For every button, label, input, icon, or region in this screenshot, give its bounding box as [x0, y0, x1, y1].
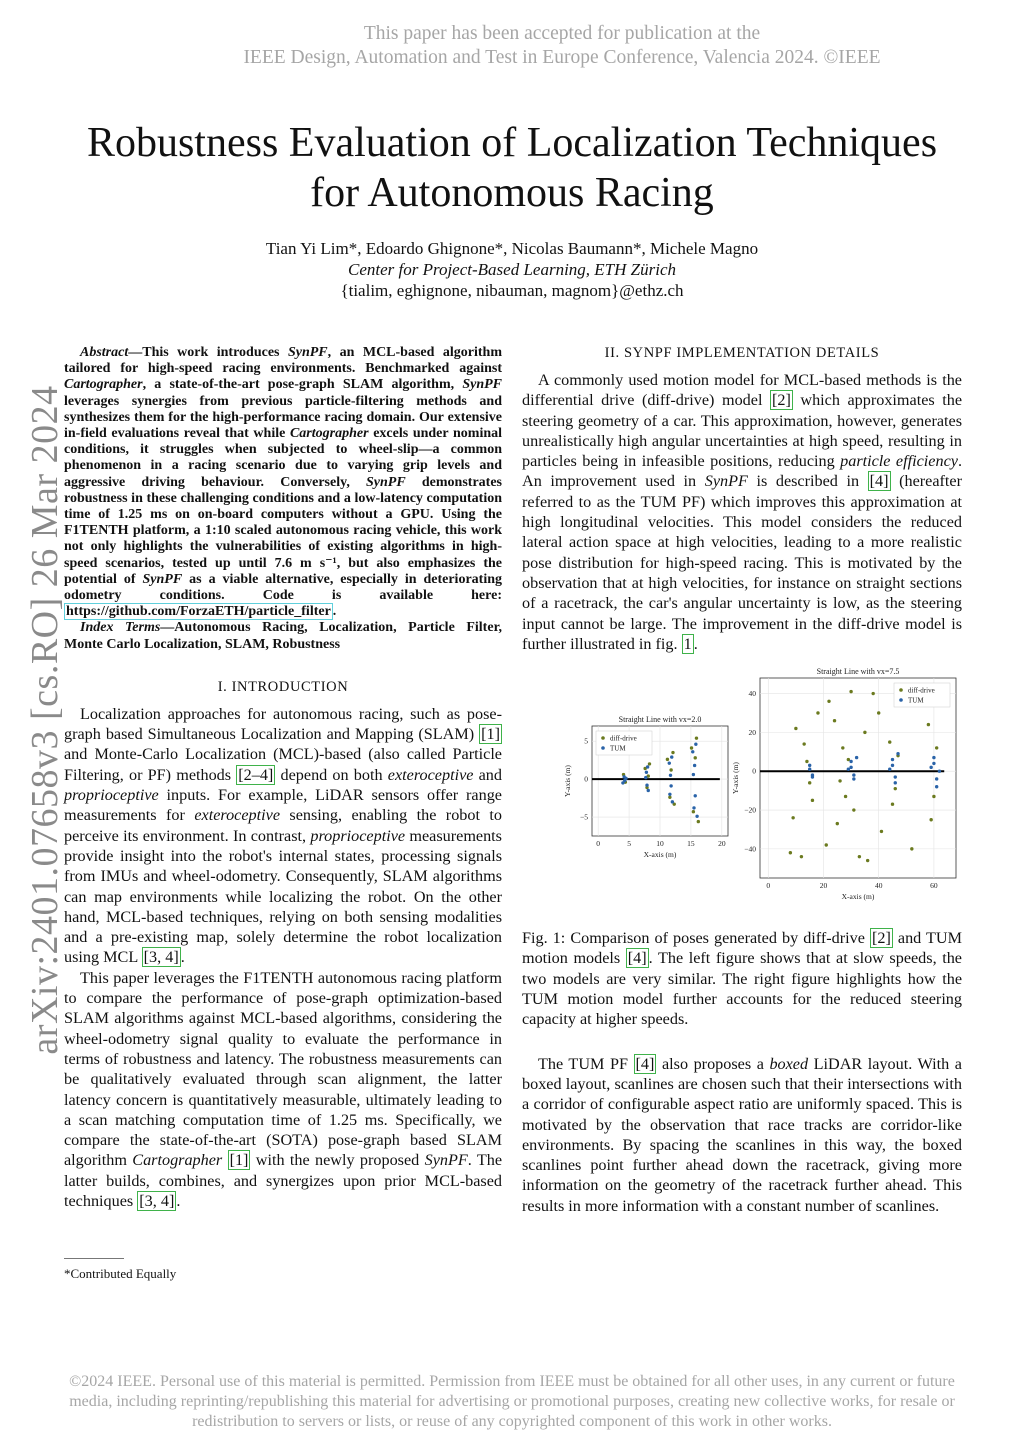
section-2-body-continued [522, 1054, 962, 1216]
plot-frame [760, 678, 956, 878]
acceptance-notice-line-1: This paper has been accepted for publication at the [363, 23, 761, 44]
figure-1-plots [522, 666, 962, 914]
x-tick-label: 15 [687, 839, 695, 849]
diff-drive-point [894, 787, 897, 790]
x-axis-label: X-axis (m) [841, 892, 875, 902]
tum-point [894, 775, 897, 778]
tum-point [852, 777, 855, 780]
diff-drive-point [791, 816, 794, 819]
diff-drive-point [910, 847, 913, 850]
diff-drive-point [666, 758, 669, 761]
diff-drive-point [690, 746, 693, 749]
y-tick-label: 0 [584, 774, 588, 784]
diff-drive-point [891, 803, 894, 806]
tum-point [669, 784, 672, 787]
diff-drive-point [841, 746, 844, 749]
acceptance-notice [0, 22, 1024, 70]
tum-point [891, 764, 894, 767]
acceptance-notice-line-2: IEEE Design, Automation and Test in Europe Conference, Valencia 2024. ©IEEE [243, 47, 881, 68]
copyright-line-3: redistribution to servers or lists, or reuse of any copyrighted component of this work in other works. [192, 1413, 832, 1430]
tum-point [670, 756, 673, 759]
tum-point [852, 774, 855, 777]
x-tick-label: 10 [656, 839, 664, 849]
diff-drive-point [833, 719, 836, 722]
section-2-paragraph-1 [522, 370, 962, 654]
s2-particle-efficiency: particle efficiency [840, 452, 958, 471]
citation-link[interactable]: [1] [229, 1151, 249, 1170]
index-terms-label: Index Terms [80, 620, 161, 636]
intro-p1-a: Localization approaches for autonomous racing, such as pose-graph based Simultaneous Localization and Mapping (SLAM) [64, 704, 502, 744]
author-names: Tian Yi Lim*, Edoardo Ghignone*, Nicolas Baumann*, Michele Magno [265, 239, 759, 258]
diff-drive-point [866, 859, 869, 862]
diff-drive-point [695, 737, 698, 740]
y-tick-label: 5 [584, 736, 588, 746]
abstract-synpf-3: SynPF [366, 474, 406, 490]
caption-c: . The left figure shows that at slow speeds, the two models are very similar. The right figure highlights how the TUM motion model further accounts for the reduced steering capacity at higher speeds. [522, 949, 962, 1029]
s2-p1-d: is described in [747, 472, 868, 491]
diff-drive-point [827, 700, 830, 703]
diff-drive-point [858, 855, 861, 858]
copyright-notice [10, 1372, 1014, 1432]
diff-drive-point [888, 741, 891, 744]
intro-p1-g: measurements provide insight into the robot's internal states, processing signals from IMUs and wheel-odometry. Consequently, SLAM algorithms can map environments while localizing the robot. On the other hand, MCL-based techniques, relying on both sensing modalities and a pre-existing map, solely determine the robot localization using MCL [64, 826, 502, 967]
tum-point [671, 800, 674, 803]
tum-point [646, 765, 649, 768]
intro-proprioceptive-2: proprioceptive [310, 826, 406, 845]
intro-p2-a: This paper leverages the F1TENTH autonomous racing platform to compare the performance of pose-graph optimization-based SLAM algorithms against MCL-based algorithms, considering the wheel-odometry signal quality to evaluate the performance in terms of robustness and latency. The robustness measurements can be qualitatively evaluated through scan alignment, the latter latency concern is quantitatively measurable, ultimately leading to a scan matching computation time of 1.25 ms. Specifically, we compare the state-of-the-art (SOTA) pose-graph based SLAM algorithm [64, 968, 502, 1170]
diff-drive-point [811, 799, 814, 802]
tum-point [692, 773, 695, 776]
abstract-text-2: , an MCL-based algorithm tailored for high-speed racing environments. Benchmarked against [64, 345, 502, 377]
tum-point [668, 762, 671, 765]
plot-title: Straight Line with vx=2.0 [618, 715, 702, 725]
intro-p1-f: sensing, enabling the robot to perceive its environment. In contrast, [64, 806, 502, 845]
legend-marker [899, 688, 903, 692]
s2-p1-b: which approximates the steering geometry of a car. This approximation, however, generates unrealistically high angular uncertainties at high speed, resulting in particles being in infeasible positions, reducing [522, 391, 963, 471]
diff-drive-point [816, 711, 819, 714]
x-tick-label: 20 [819, 881, 828, 891]
footnote-rule [64, 1258, 124, 1259]
diff-drive-point [871, 692, 874, 695]
title-line-1: Robustness Evaluation of Localization Techniques [86, 120, 938, 166]
diff-drive-point [648, 762, 651, 765]
tum-point [695, 815, 698, 818]
intro-paragraph-1 [64, 704, 502, 968]
legend-marker [601, 736, 605, 740]
abstract-synpf-2: SynPF [462, 377, 502, 393]
abstract-cartographer-2: Cartographer [289, 426, 369, 442]
copyright-line-1: ©2024 IEEE. Personal use of this material is permitted. Permission from IEEE must be obtained for all other uses, in any current or future [69, 1373, 955, 1390]
citation-link[interactable]: [4] [869, 472, 889, 491]
figure-reference-link[interactable]: 1 [683, 634, 692, 653]
scatter-plot-2 [731, 667, 956, 901]
x-tick-label: 60 [930, 881, 938, 891]
diff-drive-point [669, 768, 672, 771]
x-tick-label: 0 [596, 839, 601, 849]
caption-b: and TUM motion models [522, 929, 962, 968]
tum-point [808, 768, 811, 771]
tum-point [849, 760, 852, 763]
left-column [64, 345, 502, 1211]
abstract-cartographer-1: Cartographer [64, 377, 143, 393]
author-affiliation: Center for Project-Based Learning, ETH Zürich [347, 260, 676, 279]
author-emails: {tialim, eghignone, nibauman, magnom}@ethz.ch [340, 281, 684, 300]
figure-1 [522, 666, 962, 914]
y-tick-label: −20 [744, 805, 756, 815]
diff-drive-point [932, 795, 935, 798]
citation-link[interactable]: [3, 4] [139, 1191, 175, 1210]
diff-drive-point [668, 796, 671, 799]
intro-p1-c: depend on both [275, 765, 388, 784]
tum-point [932, 756, 935, 759]
diff-drive-point [794, 727, 797, 730]
tum-point [932, 762, 935, 765]
tum-point [808, 764, 811, 767]
section-2-body [522, 370, 962, 654]
tum-point [938, 770, 941, 773]
s2-boxed: boxed [769, 1054, 809, 1073]
intro-heading: I. INTRODUCTION [217, 678, 349, 695]
intro-p1-b: and Monte-Carlo Localization (MCL)-based (also called Particle Filtering, or PF) methods [64, 745, 502, 784]
code-repository-link[interactable]: https://github.com/ForzaETH/particle_filter [66, 604, 331, 620]
diff-drive-point [692, 810, 695, 813]
diff-drive-point [805, 760, 808, 763]
diff-drive-point [800, 855, 803, 858]
legend-label: TUM [610, 744, 626, 753]
legend-label: TUM [908, 696, 924, 705]
scatter-plot-1 [563, 715, 728, 859]
section-2-paragraph-2 [522, 1054, 962, 1216]
abstract-text-7: as a viable alternative, especially in deteriorating odometry conditions. Code is available here: [64, 571, 502, 604]
intro-synpf: SynPF [424, 1151, 468, 1170]
abstract-label: Abstract [80, 345, 129, 360]
x-tick-label: 20 [718, 839, 726, 849]
x-axis-label: X-axis (m) [643, 850, 677, 860]
intro-p2-c: . The latter builds, combines, and synergizes upon prior MCL-based techniques [64, 1151, 503, 1210]
tum-point [694, 743, 697, 746]
diff-drive-point [808, 781, 811, 784]
tum-point [894, 781, 897, 784]
arxiv-sidebar [0, 0, 66, 1448]
diff-drive-point [844, 795, 847, 798]
abstract-synpf-1: SynPF [287, 345, 328, 360]
author-block [0, 238, 1024, 301]
index-terms-text: —Autonomous Racing, Localization, Particle Filter, Monte Carlo Localization, SLAM, Robustness [64, 620, 502, 652]
y-tick-label: −5 [580, 812, 588, 822]
tum-point [694, 794, 697, 797]
s2-p1-c: . An improvement used in [522, 452, 962, 491]
tum-point [644, 776, 647, 779]
intro-exteroceptive-1: exteroceptive [387, 765, 474, 784]
tum-point [645, 784, 648, 787]
diff-drive-point [927, 723, 930, 726]
tum-point [847, 768, 850, 771]
legend-label: diff-drive [610, 734, 637, 743]
arxiv-identifier: arXiv:2401.07658v3 [cs.RO] 26 Mar 2024 [24, 385, 66, 1055]
citation-link[interactable]: [1] [481, 725, 500, 744]
y-tick-label: 20 [748, 728, 756, 738]
tum-point [624, 777, 627, 780]
x-tick-label: 40 [874, 881, 883, 891]
tum-point [896, 752, 899, 755]
abstract-end: . [332, 604, 337, 620]
s2-p2-a: The TUM PF [538, 1054, 634, 1073]
y-tick-label: 0 [752, 766, 756, 776]
diff-drive-point [880, 830, 883, 833]
diff-drive-point [836, 822, 839, 825]
intro-p1-d: and [473, 765, 502, 784]
diff-drive-point [852, 808, 855, 811]
abstract-text-4: leverages synergies from previous particle-filtering methods and synthesizes them for the high-performance racing domain. Our extensive in-field evaluations reveal that while [64, 393, 502, 442]
intro-cartographer: Cartographer [132, 1151, 223, 1170]
abstract-synpf-4: SynPF [142, 571, 183, 587]
tum-point [647, 789, 650, 792]
diff-drive-point [671, 751, 674, 754]
y-tick-label: −40 [744, 844, 756, 854]
intro-p2-d: . [176, 1191, 181, 1210]
citation-link[interactable]: [3, 4] [143, 948, 179, 967]
right-column [522, 345, 962, 1216]
y-axis-label: Y-axis (m) [731, 762, 740, 795]
tum-point [849, 766, 852, 769]
tum-point [929, 766, 932, 769]
tum-point [935, 785, 938, 788]
citation-link[interactable]: [4] [635, 1054, 655, 1073]
index-terms [64, 620, 502, 652]
tum-point [691, 750, 694, 753]
diff-drive-point [825, 843, 828, 846]
s2-p1-f: . [693, 634, 698, 653]
s2-p2-b: also proposes a [656, 1054, 770, 1073]
citation-link[interactable]: [2] [871, 929, 891, 948]
abstract-text-5: excels under nominal conditions, it struggles when subjected to wheel-slip—a common phenomenon in a racing scenario due to varying grip levels and aggressive driving behaviour. Conversely, [64, 426, 503, 490]
diff-drive-point [789, 851, 792, 854]
legend-marker [601, 746, 605, 750]
abstract-dash: — [128, 345, 143, 360]
x-tick-label: 5 [627, 839, 631, 849]
diff-drive-point [863, 731, 866, 734]
intro-p1-h: . [180, 948, 185, 967]
tum-point [888, 768, 891, 771]
tum-point [693, 764, 696, 767]
figure-1-caption [522, 928, 962, 1029]
diff-drive-point [929, 818, 932, 821]
diff-drive-point [802, 742, 805, 745]
tum-point [891, 758, 894, 761]
abstract-paragraph [64, 345, 502, 620]
s2-p1-a: A commonly used motion model for MCL-based methods is the differential drive (diff-drive) model [522, 371, 962, 410]
intro-paragraph-2 [64, 968, 502, 1212]
plot-title: Straight Line with vx=7.5 [816, 667, 900, 677]
footnote: *Contributed Equally [64, 1266, 177, 1281]
copyright-line-2: media, including reprinting/republishing this material for advertising or promotional purposes, creating new collective works, for resale or [69, 1393, 955, 1410]
tum-point [855, 756, 858, 759]
s2-p2-c: LiDAR layout. With a boxed layout, scanlines are chosen such that their intersections with a corridor of configurable aspect ratio are uniformly spaced. This is motivated by the observation that race tracks are corridor-like environments. By spacing the scanlines in this way, the boxed scanlines point further ahead down the racetrack, giving more information on the geometry of the racetrack further ahead. This results in more information with a constant number of scanlines. [522, 1054, 962, 1215]
citation-link[interactable]: [4] [627, 949, 647, 968]
intro-exteroceptive-2: exteroceptive [194, 806, 280, 825]
s2-p1-e: (hereafter referred to as the TUM PF) which improves this approximation at high longitudinal velocities. This model considers the reduced lateral action space at high velocities, leading to a more realistic pose distribution for high-speed racing. This is motivated by the observation that at high velocities, for instance on straight sections of a racetrack, the car's angular uncertainty is low, as the steering input cannot be large. The improvement in the diff-drive model is further illustrated in fig. [522, 472, 962, 653]
citation-link[interactable]: [2] [771, 391, 791, 410]
tum-point [669, 774, 672, 777]
legend-marker [899, 698, 903, 702]
abstract-text-1: This work introduces [142, 345, 288, 360]
y-tick-label: 40 [748, 689, 756, 699]
citation-link[interactable]: [2–4] [238, 765, 274, 784]
tum-point [621, 781, 624, 784]
caption-a: Fig. 1: Comparison of poses generated by diff-drive [522, 929, 870, 948]
title-line-2: for Autonomous Racing [310, 170, 714, 216]
legend-label: diff-drive [908, 686, 935, 695]
abstract [64, 345, 502, 653]
tum-point [692, 806, 695, 809]
diff-drive-point [838, 779, 841, 782]
diff-drive-point [694, 756, 697, 759]
diff-drive-point [849, 690, 852, 693]
abstract-text-3: , a state-of-the-art pose-graph SLAM algorithm, [142, 377, 463, 393]
intro-p1-e: inputs. For example, LiDAR sensors offer range measurements for [64, 786, 502, 825]
tum-point [935, 777, 938, 780]
intro-p2-b: with the newly proposed [250, 1151, 425, 1170]
tum-point [645, 771, 648, 774]
diff-drive-point [877, 711, 880, 714]
s2-synpf: SynPF [704, 472, 748, 491]
diff-drive-point [697, 820, 700, 823]
tum-point [668, 793, 671, 796]
paper-title [60, 118, 964, 218]
diff-drive-point [847, 758, 850, 761]
x-tick-label: 0 [766, 881, 771, 891]
diff-drive-point [935, 746, 938, 749]
intro-proprioceptive-1: proprioceptive [64, 786, 159, 805]
y-axis-label: Y-axis (m) [563, 765, 572, 798]
abstract-text-6: demonstrates robustness in these challenging conditions and a low-latency computation time of 1.25 ms on on-board computers without a GPU. Using the F1TENTH platform, a 1:10 scaled autonomous racing vehicle, this work not only highlights the vulnerabilities of existing algorithms in high-speed scenarios, tested up until 7.6 m s⁻¹, but also emphasizes the potential of [64, 474, 502, 587]
section-2-heading: II. SYNPF IMPLEMENTATION DETAILS [604, 345, 880, 361]
intro-body [64, 704, 502, 1211]
tum-point [811, 775, 814, 778]
